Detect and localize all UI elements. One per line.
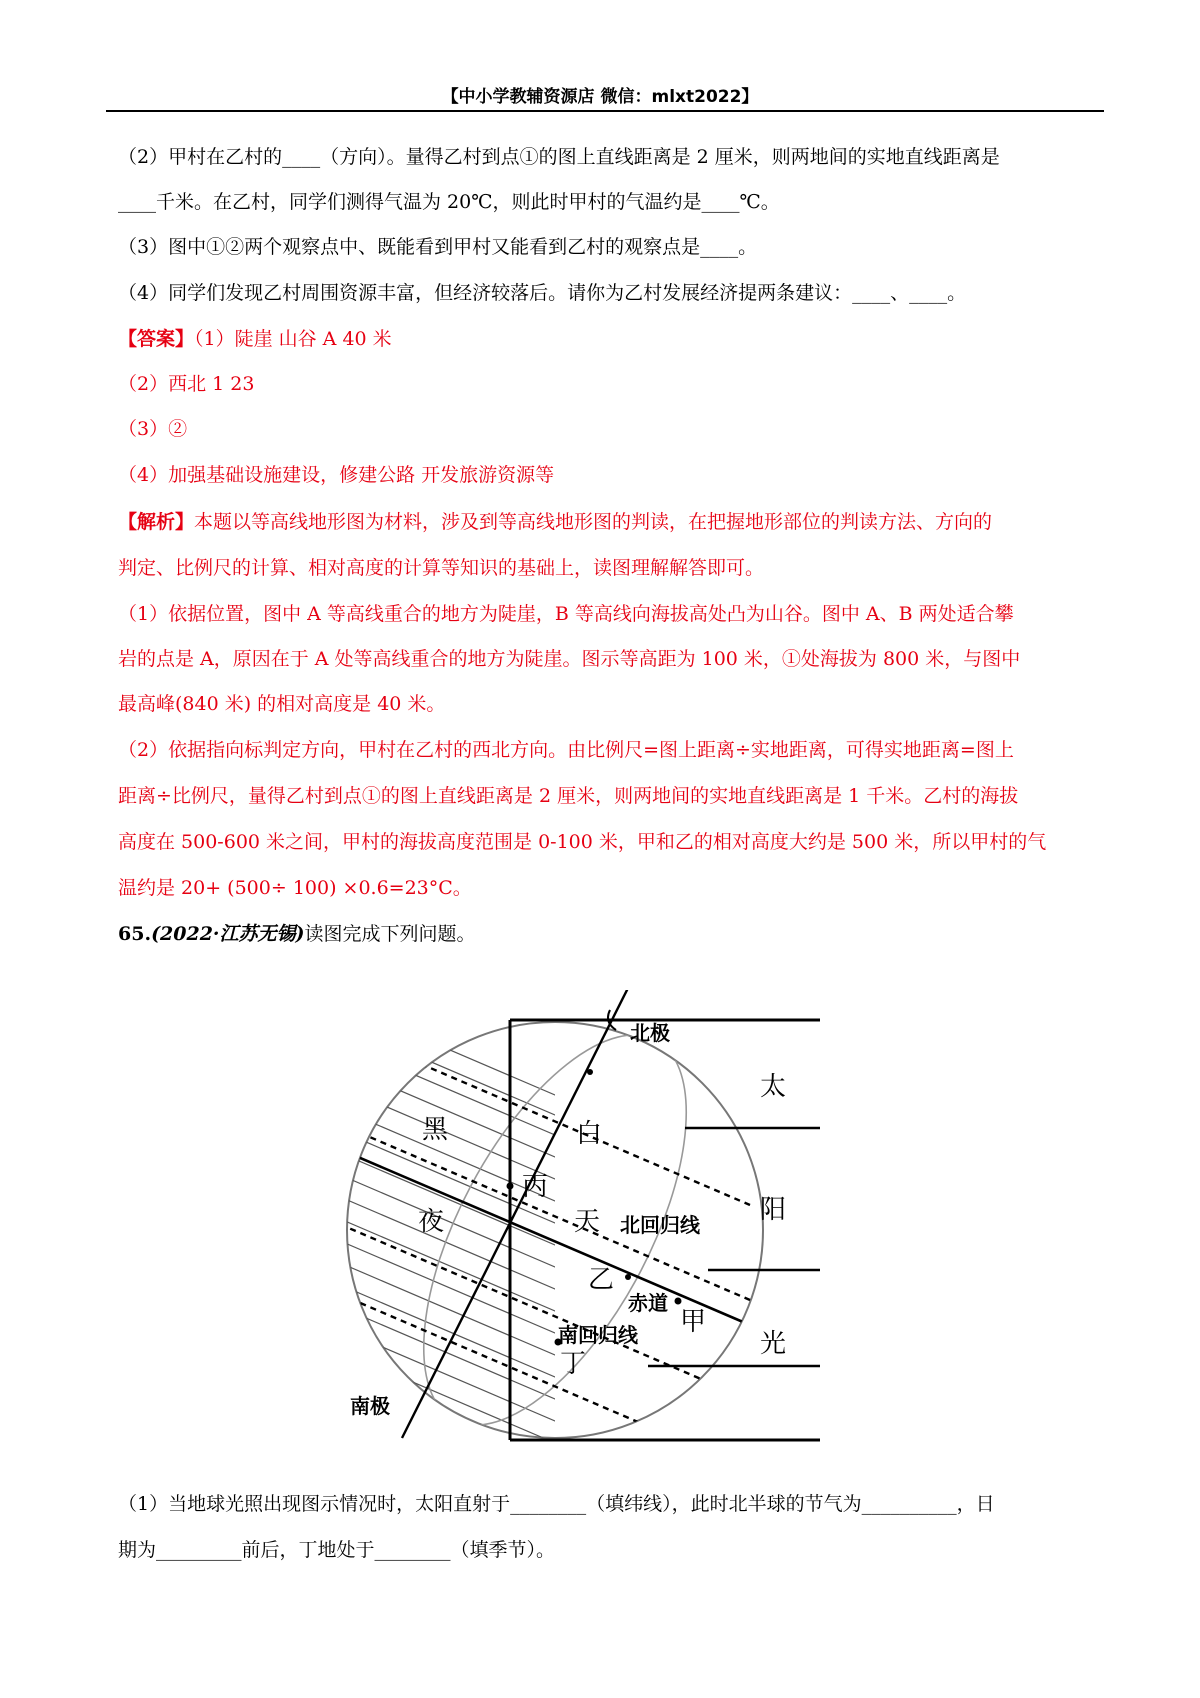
analysis-p3-line3: 高度在 500-600 米之间，甲村的海拔高度范围是 0-100 米，甲和乙的相对高度大约是 500 米，所以甲村的气 [118,831,1047,853]
q64-part2-line2: ____千米。在乙村，同学们测得气温为 20℃，则此时甲村的气温约是____℃。 [118,191,780,213]
dark-label-2: 夜 [418,1207,445,1237]
q64-part4: （4）同学们发现乙村周围资源丰富，但经济较落后。请你为乙村发展经济提两条建议：____、____。 [118,282,967,304]
answer-part2: （2）西北 1 23 [118,373,255,395]
q65-source: (2022·江苏无锡) [151,923,305,945]
analysis-p3-line2: 距离÷比例尺，量得乙村到点①的图上直线距离是 2 厘米，则两地间的实地直线距离是 1 千米。乙村的海拔 [118,785,1019,807]
day-label-1: 白 [576,1119,603,1149]
answer-part3: （3）② [118,418,188,440]
axis-point [587,1069,593,1075]
equator-label: 赤道 [628,1291,668,1315]
q65-number: 65. [118,923,152,945]
page-header: 【中小学教辅资源店 微信：mlxt2022】 [441,87,759,107]
answer-tag: 【答案】 [118,328,195,350]
q64-part3: （3）图中①②两个观察点中、既能看到甲村又能看到乙村的观察点是____。 [118,236,758,258]
q65-part1-line1: （1）当地球光照出现图示情况时，太阳直射于________（填纬线），此时北半球的节气为__________，日 [118,1493,995,1515]
analysis-line2: 判定、比例尺的计算、相对高度的计算等知识的基础上，读图理解解答即可。 [118,557,765,579]
point-jia-label: 甲 [680,1307,707,1337]
q65-prompt: 读图完成下列问题。 [304,923,476,945]
north-pole-label: 北极 [630,1021,670,1045]
dark-label-1: 黑 [422,1115,449,1145]
day-label-2: 天 [574,1207,601,1237]
tropic-capricorn-label: 南回归线 [558,1323,638,1347]
tropic-cancer-label: 北回归线 [620,1213,700,1237]
point-yi-dot [625,1274,631,1280]
answer-part1: （1）陡崖 山谷 A 40 米 [194,328,392,350]
header-rule [106,110,1104,112]
answer-line1 [118,327,392,351]
globe-outline [347,1022,763,1438]
point-ding-label: 丁 [560,1349,587,1379]
answer-part4: （4）加强基础设施建设，修建公路 开发旅游资源等 [118,464,555,486]
point-jia-dot [675,1298,682,1305]
analysis-tag: 【解析】 [118,511,195,533]
q65-part1-line2: 期为_________前后，丁地处于________（填季节）。 [118,1539,556,1561]
earth-illumination-figure [330,990,900,1470]
analysis-p2-line2: 岩的点是 A，原因在于 A 处等高线重合的地方为陡崖。图示等高距为 100 米，①处海拔为 800 米，与图中 [118,648,1021,670]
sunlight-label-1: 太 [760,1072,787,1102]
analysis-p3-line1: （2）依据指向标判定方向，甲村在乙村的西北方向。由比例尺=图上距离÷实地距离，可得实地距离=图上 [118,739,1014,761]
sunlight-label-2: 阳 [760,1195,787,1225]
q64-part2-line1: （2）甲村在乙村的____（方向）。量得乙村到点①的图上直线距离是 2 厘米，则两地间的实地直线距离是 [118,146,1000,168]
south-pole-label: 南极 [350,1394,390,1418]
q65-heading [118,922,476,946]
point-bing-dot [507,1183,514,1190]
analysis-intro: 本题以等高线地形图为材料，涉及到等高线地形图的判读，在把握地形部位的判读方法、方向的 [194,511,993,533]
point-yi-label: 乙 [588,1265,615,1295]
analysis-p2-line1: （1）依据位置，图中 A 等高线重合的地方为陡崖，B 等高线向海拔高处凸为山谷。图中 A、B 两处适合攀 [118,603,1014,625]
analysis-p3-line4: 温约是 20+ (500÷ 100) ×0.6=23°C。 [118,877,472,899]
tropic-cancer-line [330,1120,750,1300]
analysis-p2-line3: 最高峰(840 米) 的相对高度是 40 米。 [118,693,446,715]
point-bing-label: 丙 [522,1172,549,1202]
earth-illumination-diagram [330,990,900,1470]
analysis-line1 [118,510,992,534]
sunlight-label-3: 光 [760,1329,787,1359]
